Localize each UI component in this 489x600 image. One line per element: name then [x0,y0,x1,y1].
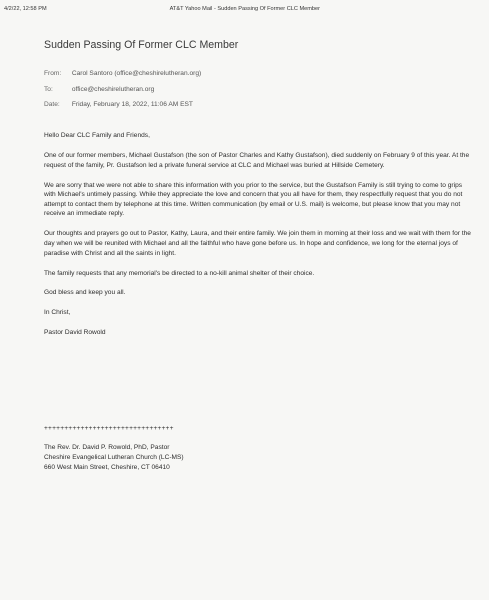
to-row [44,86,154,93]
email-subject: Sudden Passing Of Former CLC Member [44,39,239,51]
separator-line: ++++++++++++++++++++++++++++++++ [44,425,174,432]
date-row [44,101,193,108]
print-title: AT&T Yahoo Mail - Sudden Passing Of Former CLC Member [169,6,320,12]
signature-block [44,443,184,473]
blessing: God bless and keep you all. [44,289,126,297]
date-label: Date: [44,101,60,108]
pastor-name-line: The Rev. Dr. David P. Rowold, PhD, Pastor [44,444,170,451]
to-label: To: [44,86,53,93]
date-value: Friday, February 18, 2022, 11:06 AM EST [71,101,193,108]
from-row [44,70,201,77]
print-header [4,6,483,12]
print-header-spacer [443,6,483,12]
paragraph-3: Our thoughts and prayers go out to Pastor, Kathy, Laura, and their entire family. We join them in morning at their loss and we wait with them for the day when we will be reunited with Michael and all the faithful who have gone before us. In hope and confidence, we long for the eternal joys of paradise with Christ and all the saints in light. [44,230,471,257]
to-value: office@cheshirelutheran.org [71,86,155,93]
greeting: Hello Dear CLC Family and Friends, [44,132,150,139]
email-body [44,131,474,348]
church-address-line: 660 West Main Street, Cheshire, CT 06410 [44,464,170,471]
closing: In Christ, [44,309,71,317]
paragraph-1: One of our former members, Michael Gustafson (the son of Pastor Charles and Kathy Gustafson), died suddenly on February 9 of this year. At the request of the family, Pr. Gustafson led a private funeral service at CLC and Michael was buried at Hillside Cemetery. [44,151,470,169]
from-label: From: [44,70,62,77]
signature: Pastor David Rowold [44,329,106,337]
paragraph-4: The family requests that any memorial's be directed to a no-kill animal shelter of their choice. [44,269,315,277]
church-name-line: Cheshire Evangelical Lutheran Church (LC-MS) [44,454,184,461]
print-date: 4/2/22, 12:58 PM [4,6,47,12]
from-value: Carol Santoro (office@cheshirelutheran.org) [71,70,202,77]
paragraph-2: We are sorry that we were not able to share this information with you prior to the service, but the Gustafson Family is still trying to come to grips with Michael's untimely passing. While they appreciate the love and concern that you all have for them, they respectfully request that you do not attempt to contact them by telephone at this time. Written communication (by email or U.S. mail) is welcome, but please know that you may not receive an immediate reply. [44,181,463,218]
